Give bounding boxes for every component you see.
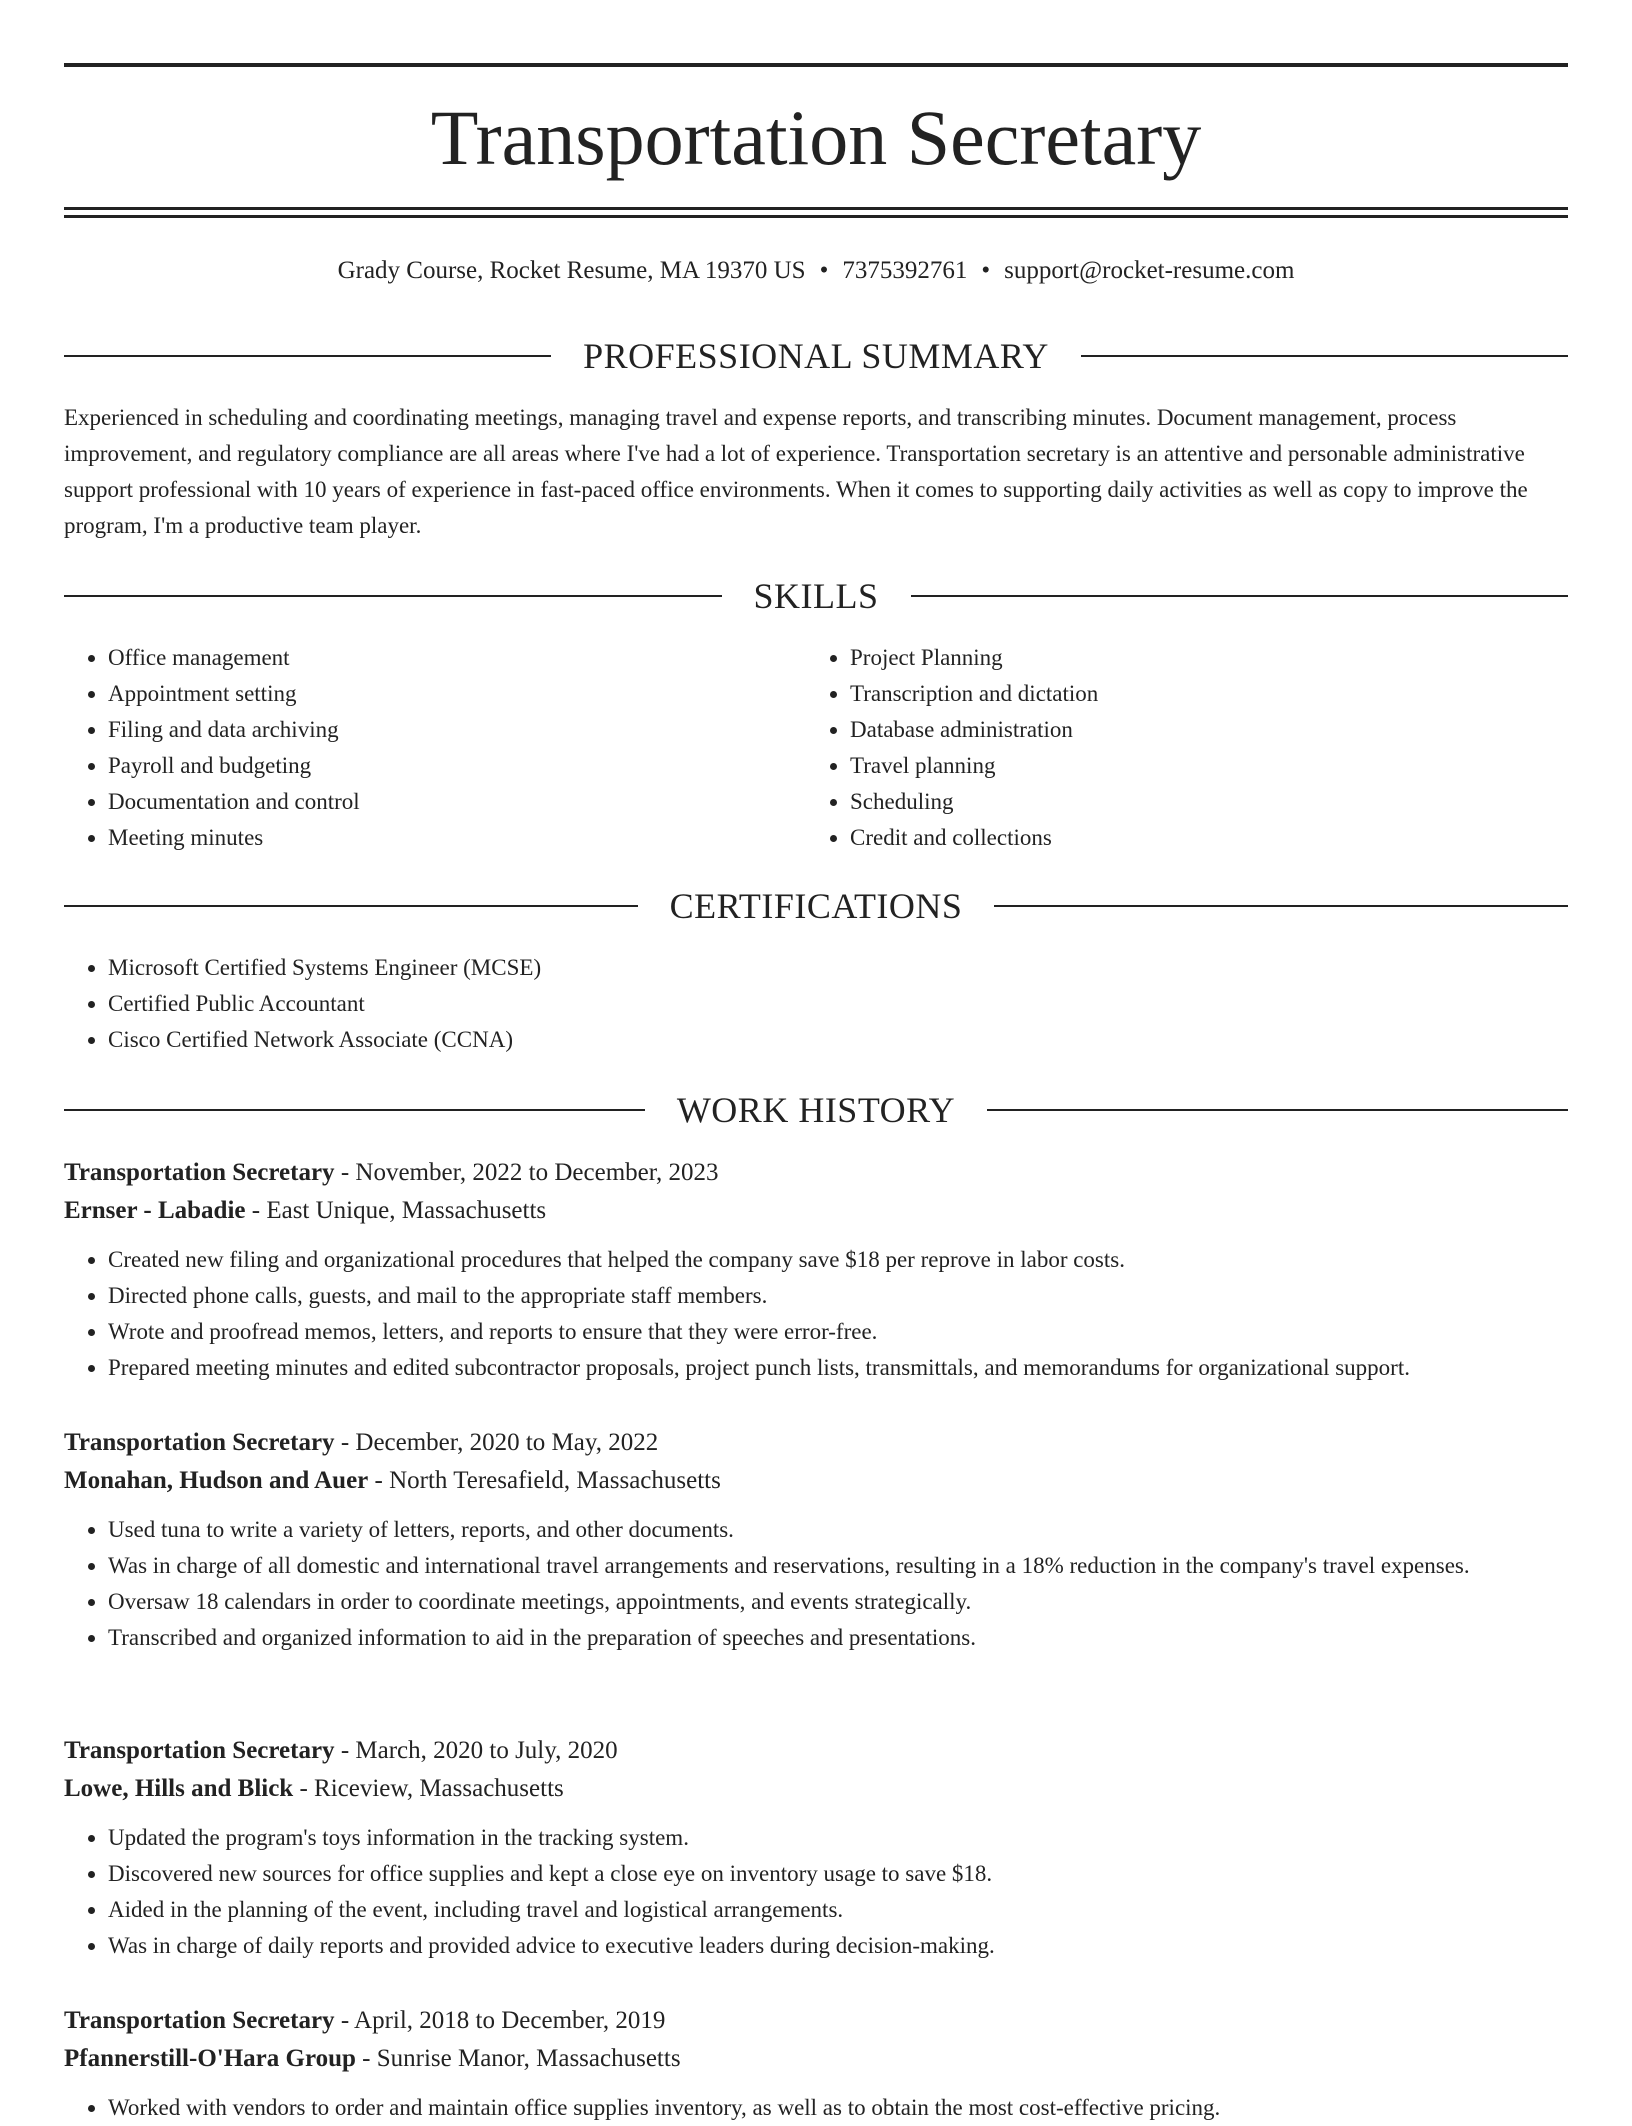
skill-item: • Database administration	[850, 712, 1566, 748]
section-rule-right	[911, 595, 1569, 597]
job-bullets	[64, 1242, 1568, 1386]
work-heading: WORK HISTORY	[676, 1090, 956, 1130]
contact-line	[64, 254, 1568, 288]
skills-section-header	[64, 574, 1568, 618]
certification-item: • Cisco Certified Network Associate (CCNA)	[108, 1022, 1568, 1058]
job-title: Transportation Secretary	[64, 2007, 335, 2034]
job-bullet: • Created new filing and organizational procedures that helped the company save $18 per reprove in labor costs.	[108, 1242, 1568, 1278]
certifications-section-header	[64, 884, 1568, 928]
job-bullet: • Was in charge of daily reports and provided advice to executive leaders during decision-making.	[108, 1928, 1568, 1964]
job-dates: - December, 2020 to May, 2022	[334, 1429, 659, 1456]
job-company-line	[64, 1192, 1568, 1230]
job-title: Transportation Secretary	[64, 1429, 335, 1456]
skill-item: • Documentation and control	[108, 784, 804, 820]
section-rule-left	[64, 1109, 645, 1111]
skill-item: • Payroll and budgeting	[108, 748, 804, 784]
job-entry	[64, 1732, 1568, 1964]
skill-item: • Travel planning	[850, 748, 1566, 784]
job-dates: - November, 2022 to December, 2023	[334, 1159, 719, 1186]
summary-heading: PROFESSIONAL SUMMARY	[583, 336, 1049, 376]
certifications-list	[64, 950, 1568, 1058]
job-title-line	[64, 2002, 1568, 2040]
skill-item: • Transcription and dictation	[850, 676, 1566, 712]
job-bullet: • Oversaw 18 calendars in order to coordinate meetings, appointments, and events strategically.	[108, 1584, 1568, 1620]
job-location: - Sunrise Manor, Massachusetts	[355, 2045, 681, 2072]
job-bullets	[64, 1512, 1568, 1656]
skills-column-left	[64, 640, 804, 856]
job-location: - Riceview, Massachusetts	[293, 1775, 564, 1802]
job-bullets	[64, 1820, 1568, 1964]
contact-separator: •	[981, 257, 991, 284]
job-title-line	[64, 1732, 1568, 1770]
job-bullets	[64, 2090, 1568, 2126]
certification-item: • Microsoft Certified Systems Engineer (MCSE)	[108, 950, 1568, 986]
job-title-line	[64, 1154, 1568, 1192]
summary-section-header	[64, 334, 1568, 378]
job-bullet: • Updated the program's toys information in the tracking system.	[108, 1820, 1568, 1856]
job-bullet: • Worked with vendors to order and maintain office supplies inventory, as well as to obtain the most cost-effective pricing.	[108, 2090, 1568, 2126]
certification-item: • Certified Public Accountant	[108, 986, 1568, 1022]
job-location: - East Unique, Massachusetts	[245, 1197, 547, 1224]
job-title: Transportation Secretary	[64, 1159, 335, 1186]
skill-item: • Office management	[108, 640, 804, 676]
job-company-line	[64, 1462, 1568, 1500]
job-entry	[64, 2002, 1568, 2126]
section-rule-right	[994, 905, 1568, 907]
skill-item: • Appointment setting	[108, 676, 804, 712]
job-dates: - March, 2020 to July, 2020	[334, 1737, 618, 1764]
contact-address: Grady Course, Rocket Resume, MA 19370 US	[337, 257, 806, 284]
job-company: Lowe, Hills and Blick	[64, 1775, 294, 1802]
job-company-line	[64, 2040, 1568, 2078]
job-company-line	[64, 1770, 1568, 1808]
work-section-header	[64, 1088, 1568, 1132]
skills-list-left	[64, 640, 804, 856]
section-rule-left	[64, 905, 638, 907]
contact-email: support@rocket-resume.com	[1004, 257, 1295, 284]
skill-item: • Credit and collections	[850, 820, 1566, 856]
job-title-line	[64, 1424, 1568, 1462]
job-bullet: • Used tuna to write a variety of letters, reports, and other documents.	[108, 1512, 1568, 1548]
skills-column-right	[806, 640, 1566, 856]
job-entry	[64, 1154, 1568, 1386]
job-company: Monahan, Hudson and Auer	[64, 1467, 369, 1494]
title-rule-lower	[64, 215, 1568, 218]
job-company: Ernser - Labadie	[64, 1197, 246, 1224]
skills-heading: SKILLS	[753, 576, 879, 616]
title-rule-upper	[64, 207, 1568, 210]
top-rule	[64, 63, 1568, 67]
section-rule-right	[987, 1109, 1568, 1111]
job-bullet: • Transcribed and organized information to aid in the preparation of speeches and presentations.	[108, 1620, 1568, 1656]
job-bullet: • Discovered new sources for office supplies and kept a close eye on inventory usage to save $18.	[108, 1856, 1568, 1892]
job-bullet: • Wrote and proofread memos, letters, and reports to ensure that they were error-free.	[108, 1314, 1568, 1350]
contact-separator: •	[819, 257, 829, 284]
skill-item: • Project Planning	[850, 640, 1566, 676]
section-rule-left	[64, 595, 722, 597]
job-dates: - April, 2018 to December, 2019	[334, 2007, 666, 2034]
skills-list-right	[806, 640, 1566, 856]
job-bullet: • Prepared meeting minutes and edited subcontractor proposals, project punch lists, transmittals, and memorandums for organizational support.	[108, 1350, 1568, 1386]
summary-text: Experienced in scheduling and coordinating meetings, managing travel and expense reports, and transcribing minutes. Document management, process improvement, and regulatory compliance are all areas where I've had a lot of experience. Transportation secretary is an attentive and personable administrative support professional with 10 years of experience in fast-paced office environments. When it comes to supporting daily activities as well as copy to improve the program, I'm a productive team player.	[64, 405, 1528, 538]
section-rule-right	[1081, 355, 1568, 357]
skill-item: • Meeting minutes	[108, 820, 804, 856]
certifications-heading: CERTIFICATIONS	[669, 886, 963, 926]
job-bullet: • Aided in the planning of the event, including travel and logistical arrangements.	[108, 1892, 1568, 1928]
job-bullet: • Directed phone calls, guests, and mail to the appropriate staff members.	[108, 1278, 1568, 1314]
contact-phone: 7375392761	[842, 257, 968, 284]
certifications-block	[64, 950, 1568, 1058]
job-entry	[64, 1424, 1568, 1656]
job-title: Transportation Secretary	[64, 1737, 335, 1764]
section-rule-left	[64, 355, 551, 357]
job-company: Pfannerstill-O'Hara Group	[64, 2045, 356, 2072]
skill-item: • Filing and data archiving	[108, 712, 804, 748]
job-bullet: • Was in charge of all domestic and international travel arrangements and reservations, resulting in a 18% reduction in the company's travel expenses.	[108, 1548, 1568, 1584]
skill-item: • Scheduling	[850, 784, 1566, 820]
job-location: - North Teresafield, Massachusetts	[368, 1467, 721, 1494]
resume-title: Transportation Secretary	[430, 94, 1202, 181]
